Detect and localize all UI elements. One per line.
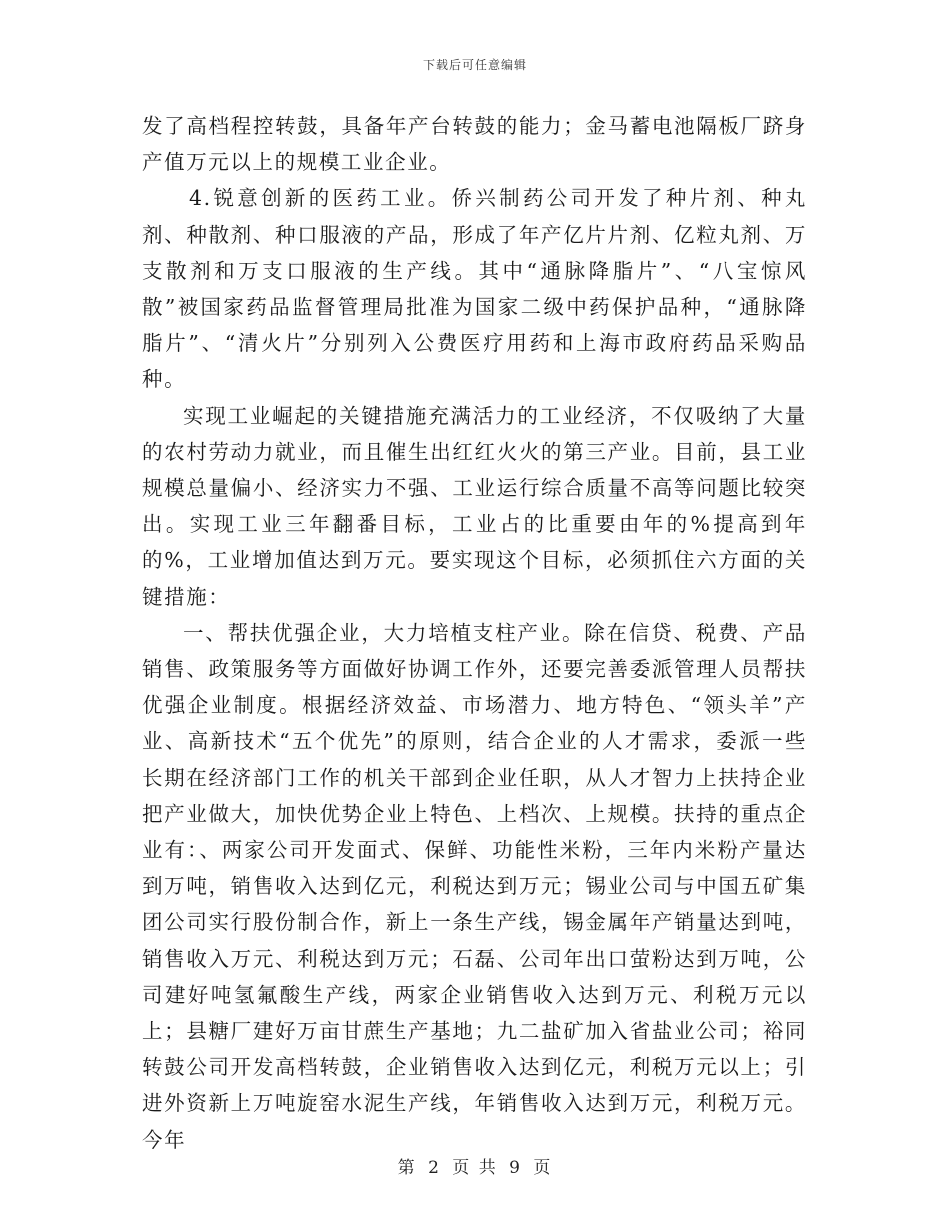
footer-suffix: 页 bbox=[533, 1158, 553, 1178]
paragraph-1: 发了高档程控转鼓，具备年产台转鼓的能力；金马蓄电池隔板厂跻身产值万元以上的规模工业企业。 bbox=[142, 114, 807, 175]
paragraph-2: 4.锐意创新的医药工业。侨兴制药公司开发了种片剂、种丸剂、种散剂、种口服液的产品，形成了年产亿片片剂、亿粒丸剂、万支散剂和万支口服液的生产线。其中“通脉降脂片”、“八宝惊风散”被国家药品监督管理局批准为国家二级中药保护品种，“通脉降脂片”、“清火片”分别列入公费医疗用药和上海市政府药品采购品种。 bbox=[142, 186, 807, 392]
paragraph-3: 实现工业崛起的关键措施充满活力的工业经济，不仅吸纳了大量的农村劳动力就业，而且催生出红红火火的第三产业。目前，县工业规模总量偏小、经济实力不强、工业运行综合质量不高等问题比较突出。实现工业三年翻番目标，工业占的比重要由年的%提高到年的%，工业增加值达到万元。要实现这个目标，必须抓住六方面的关键措施： bbox=[142, 403, 807, 609]
page-number-current: 2 bbox=[428, 1158, 441, 1178]
footer-prefix: 第 bbox=[397, 1158, 417, 1178]
footer-middle: 页 共 bbox=[452, 1158, 498, 1178]
page-footer bbox=[0, 1153, 950, 1178]
page-number-total: 9 bbox=[509, 1158, 522, 1178]
header-note: 下载后可任意编辑 bbox=[422, 58, 527, 72]
body-text bbox=[142, 108, 807, 1158]
paragraph-4: 一、帮扶优强企业，大力培植支柱产业。除在信贷、税费、产品销售、政策服务等方面做好协调工作外，还要完善委派管理人员帮扶优强企业制度。根据经济效益、市场潜力、地方特色、“领头羊”产业、高新技术“五个优先”的原则，结合企业的人才需求，委派一些长期在经济部门工作的机关干部到企业任职，从人才智力上扶持企业把产业做大，加快优势企业上特色、上档次、上规模。扶持的重点企业有：、两家公司开发面式、保鲜、功能性米粉，三年内米粉产量达到万吨，销售收入达到亿元，利税达到万元；锡业公司与中国五矿集团公司实行股份制合作，新上一条生产线，锡金属年产销量达到吨，销售收入万元、利税达到万元；石磊、公司年出口萤粉达到万吨，公司建好吨氢氟酸生产线，两家企业销售收入达到万元、利税万元以上；县糖厂建好万亩甘蔗生产基地；九二盐矿加入省盐业公司；裕同转鼓公司开发高档转鼓，企业销售收入达到亿元，利税万元以上；引进外资新上万吨旋窑水泥生产线，年销售收入达到万元，利税万元。今年 bbox=[142, 620, 807, 1152]
